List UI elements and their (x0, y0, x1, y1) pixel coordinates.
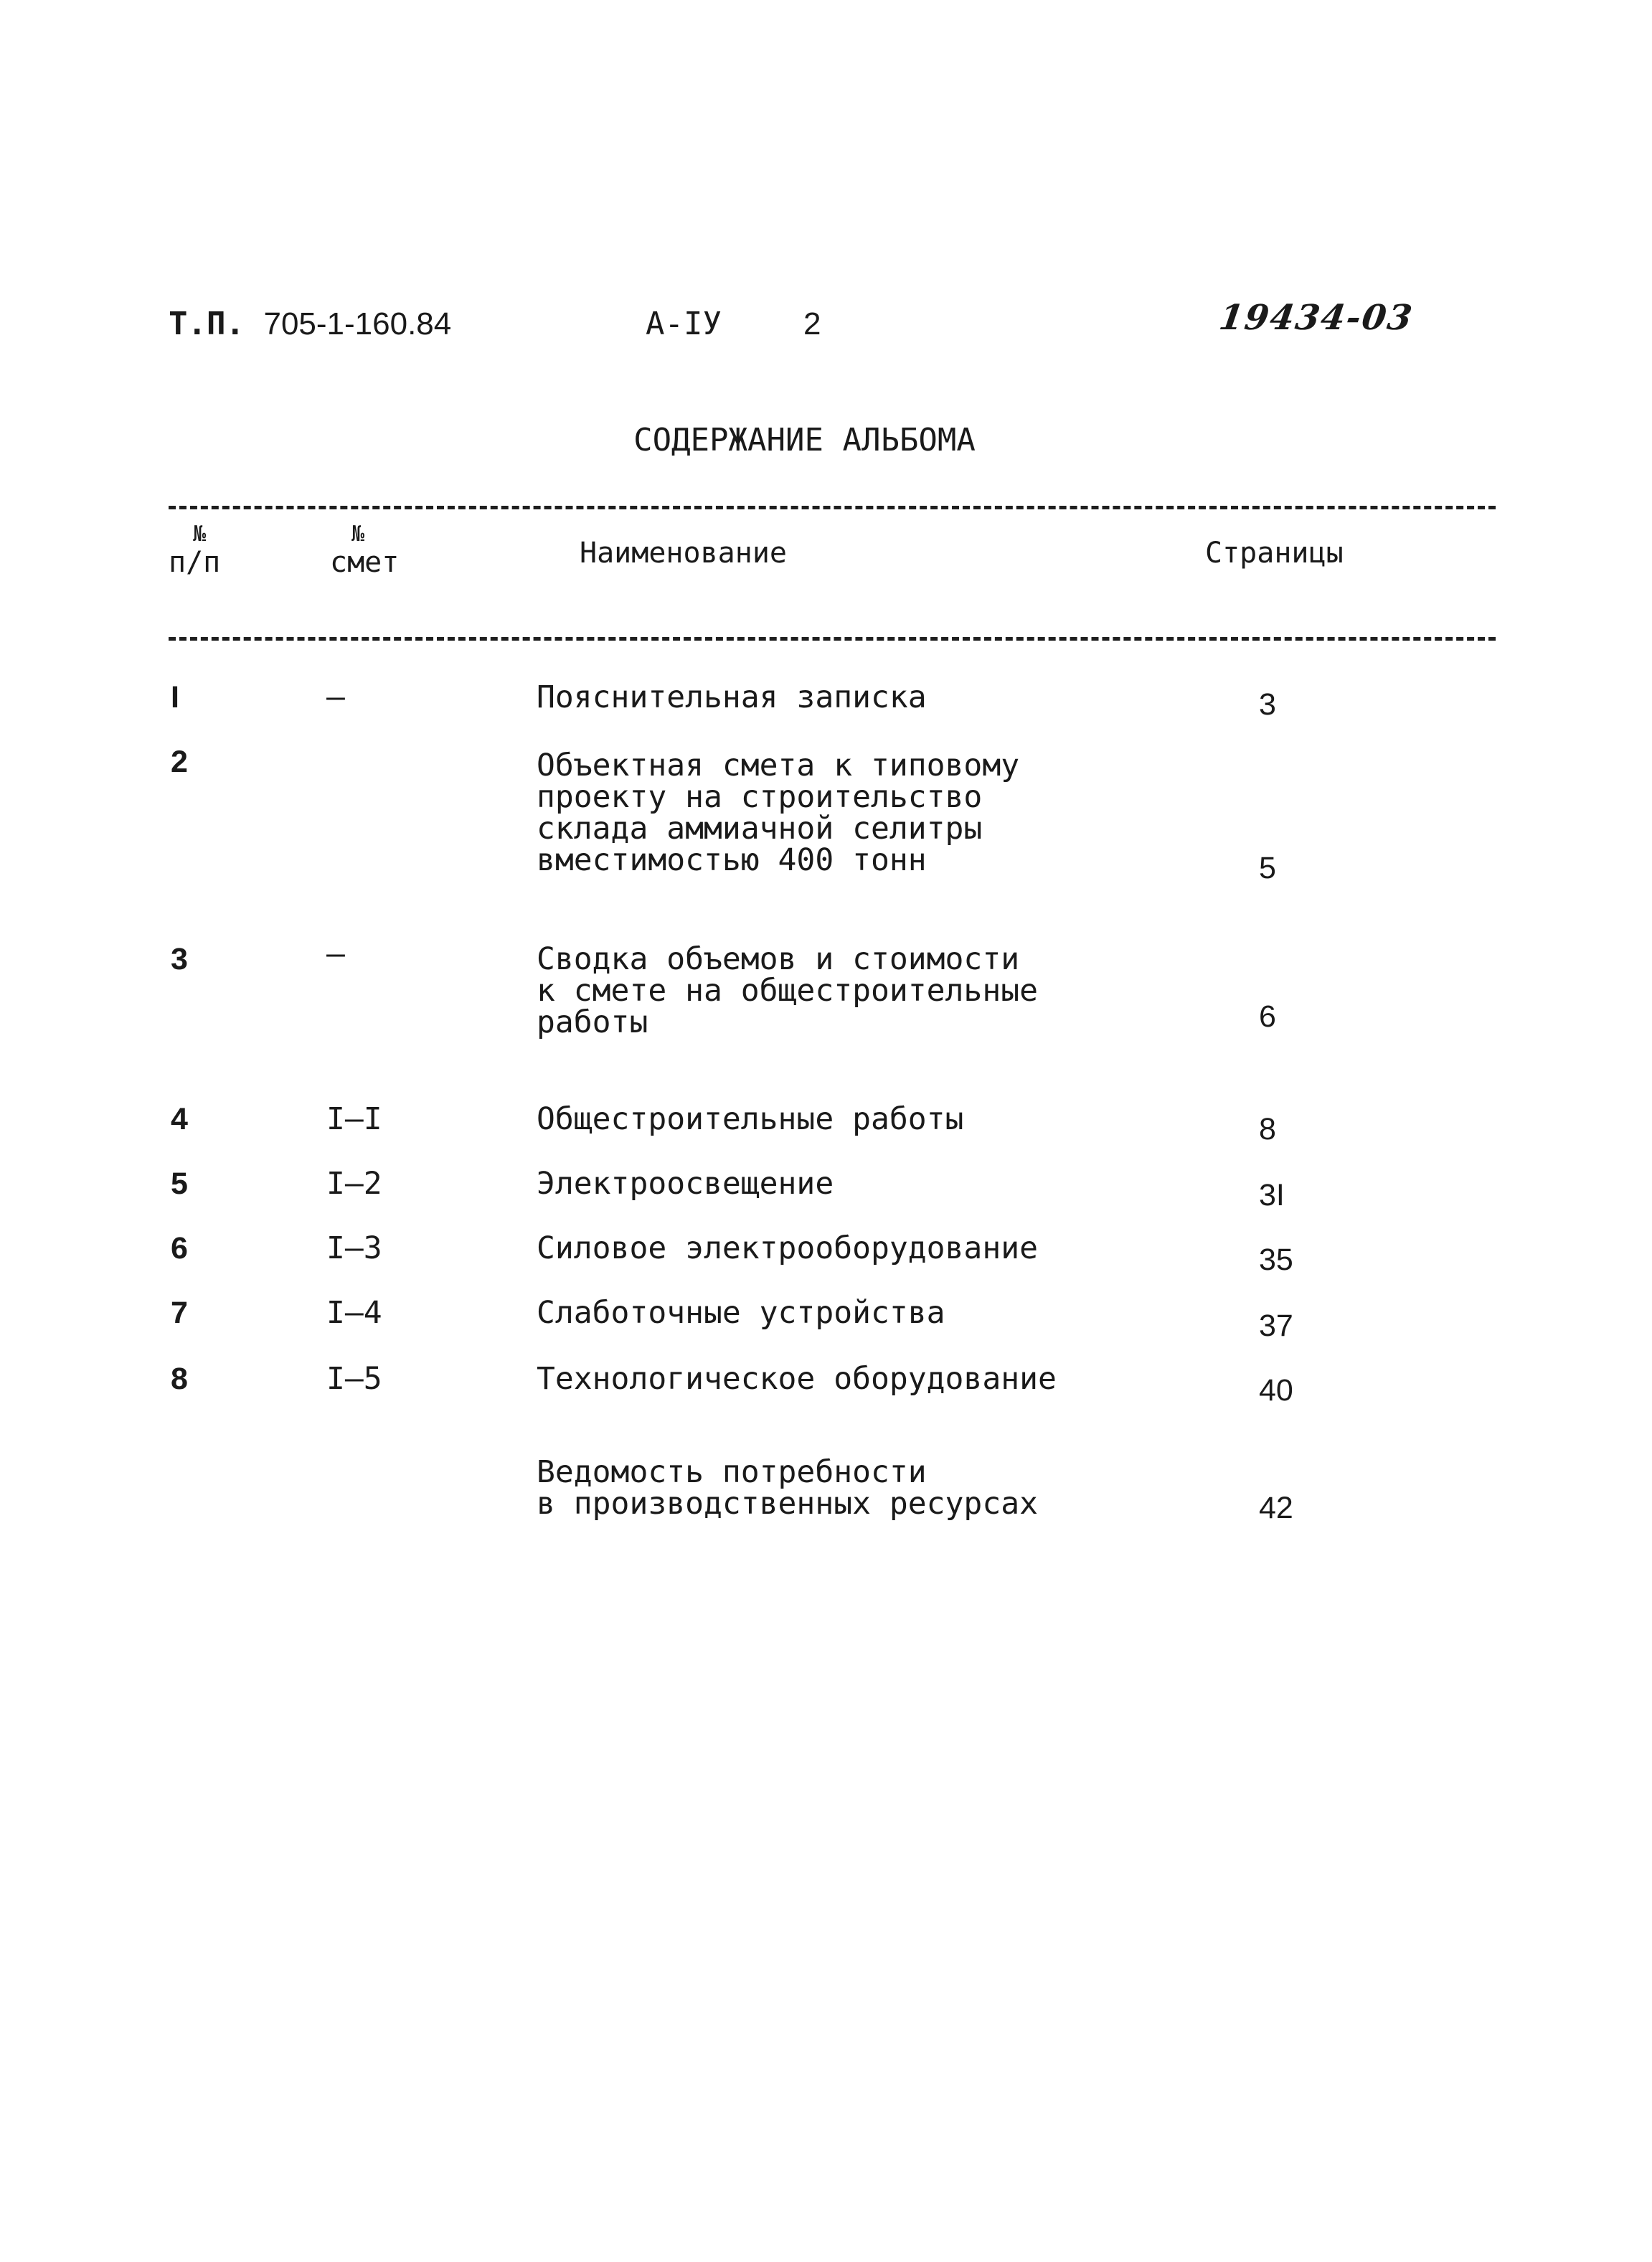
row-number: 6 (171, 1231, 188, 1266)
row-name-line: Технологическое оборудование (537, 1361, 1057, 1397)
column-header-estimate-sign: № (351, 522, 365, 547)
row-name-line: проекту на строительство (537, 779, 983, 815)
inventory-number: 19434-03 (1217, 298, 1416, 338)
row-name (537, 1363, 1057, 1395)
page-title (0, 422, 1652, 458)
table-header-divider (169, 637, 1496, 641)
row-name-line: Пояснительная записка (537, 679, 927, 715)
row-number: 4 (171, 1102, 188, 1136)
row-name-line: Ведомость потребности (537, 1454, 927, 1490)
column-header-name: Наименование (580, 537, 787, 570)
row-estimate: I–5 (326, 1361, 382, 1397)
row-name-line: в производственных ресурсах (537, 1486, 1038, 1522)
column-header-pages: Страницы (1205, 537, 1344, 570)
row-name-line: Электроосвещение (537, 1166, 834, 1202)
row-page: 37 (1259, 1309, 1293, 1343)
row-number: 8 (171, 1362, 188, 1396)
row-estimate: I–I (326, 1101, 382, 1137)
row-name-line: Сводка объемов и стоимости (537, 941, 1020, 977)
row-number: I (171, 680, 179, 715)
row-name-line: Силовое электрооборудование (537, 1230, 1038, 1266)
row-name-line: склада аммиачной селитры (537, 811, 983, 847)
document-code (169, 308, 451, 340)
row-page: 5 (1259, 851, 1276, 885)
row-page: 6 (1259, 999, 1276, 1034)
row-number: 3 (171, 942, 188, 976)
row-estimate: I–3 (326, 1230, 382, 1266)
row-page: 8 (1259, 1112, 1276, 1146)
document-number: 705-1-160.84 (263, 306, 452, 341)
row-name-line: Объектная смета к типовому (537, 748, 1020, 783)
row-page: 40 (1259, 1373, 1293, 1408)
row-page: 42 (1259, 1491, 1293, 1525)
document-prefix: Т.П. (169, 306, 245, 342)
row-name (537, 1103, 963, 1135)
row-name-line: работы (537, 1004, 648, 1040)
row-name (537, 1454, 1038, 1522)
row-number: 2 (171, 745, 188, 779)
row-page: 3 (1259, 687, 1276, 722)
page-number: 2 (803, 306, 821, 341)
album-part: А-IУ (646, 306, 722, 342)
column-header-number-sign: № (193, 522, 207, 547)
row-name (537, 750, 1019, 876)
row-name (537, 679, 927, 715)
page-title-text: СОДЕРЖАНИЕ АЛЬБОМА (633, 422, 976, 458)
row-estimate: – (326, 679, 345, 715)
column-header-number (169, 524, 220, 580)
row-number: 7 (171, 1296, 188, 1330)
row-estimate: I–4 (326, 1295, 382, 1331)
row-page: 35 (1259, 1243, 1293, 1277)
row-name-line: вместимостью 400 тонн (537, 842, 927, 878)
row-name-line: Слаботочные устройства (537, 1295, 945, 1331)
table-top-divider (169, 506, 1496, 509)
row-number: 5 (171, 1167, 188, 1201)
row-estimate: – (326, 936, 345, 972)
row-name (537, 1297, 945, 1329)
row-page: 3I (1259, 1178, 1285, 1212)
column-header-estimate-label: смет (330, 546, 400, 579)
row-name (537, 943, 1038, 1038)
row-name (537, 1168, 834, 1200)
row-name (537, 1230, 1038, 1266)
column-header-estimate (330, 524, 399, 580)
row-name-line: Общестроительные работы (537, 1101, 964, 1137)
column-header-number-label: п/п (169, 546, 221, 579)
row-name-line: к смете на общестроительные (537, 973, 1038, 1009)
row-estimate: I–2 (326, 1166, 382, 1202)
